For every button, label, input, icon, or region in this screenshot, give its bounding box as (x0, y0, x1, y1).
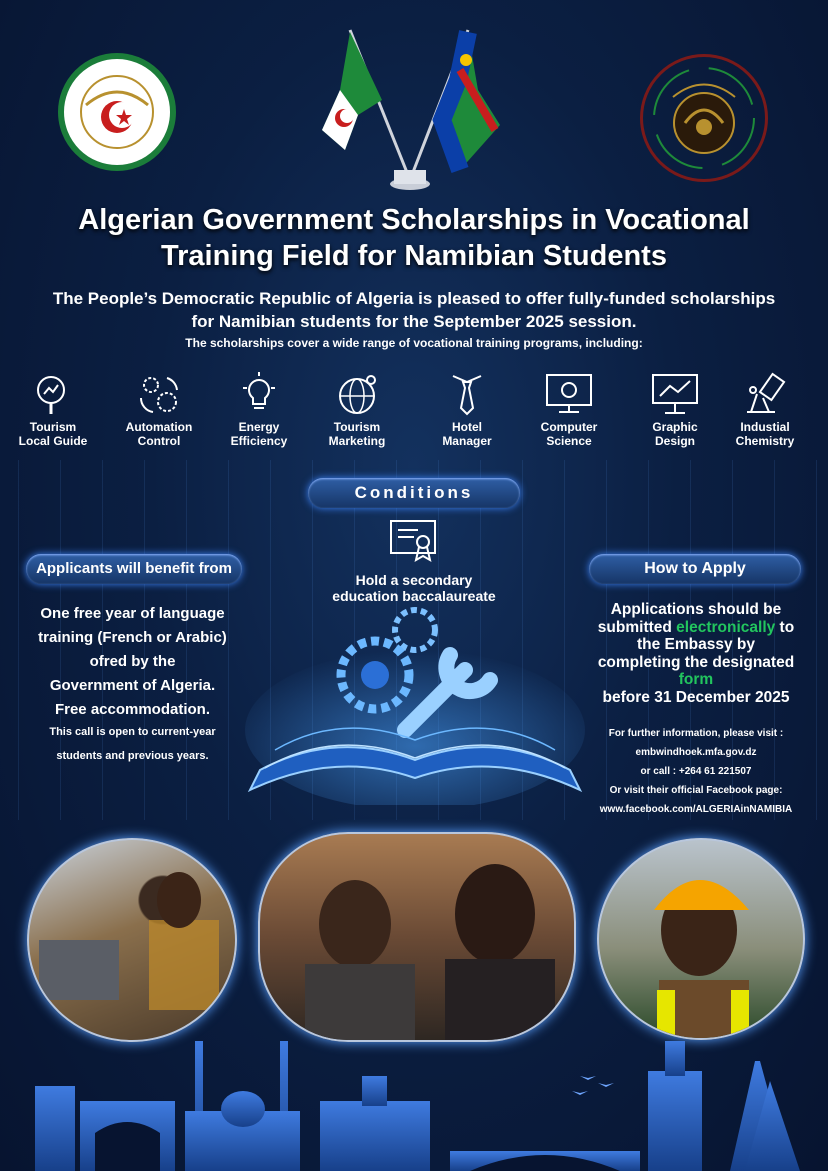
intro-line-2: for Namibian students for the September 2025 session. (191, 312, 637, 331)
condition-line-1: Hold a secondary (355, 572, 473, 588)
program-item (210, 372, 308, 448)
contact-info (580, 724, 812, 819)
apply-line: the Embassy by (636, 636, 756, 653)
apply-text: to (775, 618, 795, 636)
book-wrench-illustration (245, 600, 585, 805)
algiers-skyline-illustration (0, 1021, 828, 1171)
certificate-icon (388, 518, 438, 566)
monitor-icon (544, 372, 594, 416)
program-label: Control (137, 434, 181, 448)
apply-instructions (584, 601, 808, 706)
program-label: Tourism (333, 420, 381, 434)
program-label: Design (654, 434, 695, 448)
globe-icon (335, 372, 379, 416)
program-item (4, 372, 102, 448)
benefit-line: Government of Algeria. (49, 677, 216, 694)
how-to-apply-heading: How to Apply (589, 554, 801, 584)
apply-text: submitted (597, 618, 677, 636)
benefits-list (20, 602, 245, 722)
tie-icon (445, 372, 489, 416)
title-line-1: Algerian Government Scholarships in Vocational (78, 204, 750, 236)
gears-icon (137, 372, 181, 416)
program-label: Graphic (652, 420, 698, 434)
eligibility-note (20, 720, 245, 768)
program-label: Hotel (452, 420, 482, 434)
lightbulb-icon (237, 372, 281, 416)
phone-number: or call : +264 61 221507 (640, 766, 752, 777)
program-label: Tourism (29, 420, 77, 434)
benefit-line: One free year of language (40, 605, 225, 622)
programs-intro: The scholarships cover a wide range of vocational training programs, including: (185, 336, 643, 350)
apply-line: completing the designated (597, 653, 795, 671)
benefit-line: ofred by the (89, 653, 176, 670)
magnifier-icon (31, 372, 75, 416)
form-link[interactable]: form (678, 671, 714, 688)
program-label: Industial (740, 420, 790, 434)
program-item (308, 372, 406, 448)
photo-mechanic (27, 838, 237, 1042)
ministry-seal-logo (640, 54, 768, 182)
note-line-1: This call is open to current-year (49, 726, 216, 738)
conditions-heading: Conditions (308, 478, 520, 508)
note-line-2: students and previous years. (56, 750, 209, 762)
microscope-icon (743, 372, 787, 416)
program-item (626, 372, 724, 448)
program-label: Computer (540, 420, 598, 434)
apply-line (584, 619, 808, 637)
facebook-link[interactable]: www.facebook.com/ALGERIAinNAMIBIA (599, 804, 793, 815)
info-line: Or visit their official Facebook page: (609, 785, 783, 796)
benefit-line: training (French or Arabic) (38, 629, 227, 646)
intro-text (20, 287, 808, 333)
program-label: Science (546, 434, 592, 448)
program-label: Energy (238, 420, 280, 434)
program-label: Automation (125, 420, 193, 434)
info-line: For further information, please visit : (608, 728, 784, 739)
program-label: Efficiency (230, 434, 288, 448)
flags-illustration (310, 20, 510, 192)
program-label: Chemistry (735, 434, 795, 448)
photo-students (258, 832, 576, 1042)
website-link[interactable]: embwindhoek.mfa.gov.dz (635, 747, 757, 758)
program-item (520, 372, 618, 448)
deadline: before 31 December 2025 (602, 688, 790, 706)
benefit-line: Free accommodation. (54, 701, 211, 718)
condition-line-2: education baccalaureate (332, 588, 496, 604)
photo-worker (597, 838, 805, 1040)
program-item (110, 372, 208, 448)
embassy-seal-logo (58, 53, 176, 171)
apply-line: Applications should be (610, 601, 782, 618)
title-line-2: Training Field for Namibian Students (161, 240, 667, 272)
chart-icon (650, 372, 700, 416)
program-label: Marketing (328, 434, 386, 448)
program-item (418, 372, 516, 448)
apply-highlight: electronically (676, 618, 776, 636)
program-item (716, 372, 814, 448)
page-title (30, 202, 798, 274)
program-label: Local Guide (18, 434, 88, 448)
intro-line-1: The People’s Democratic Republic of Algeria is pleased to offer fully-funded scholarships (52, 289, 776, 308)
program-label: Manager (442, 434, 492, 448)
benefits-heading: Applicants will benefit from (26, 554, 242, 584)
